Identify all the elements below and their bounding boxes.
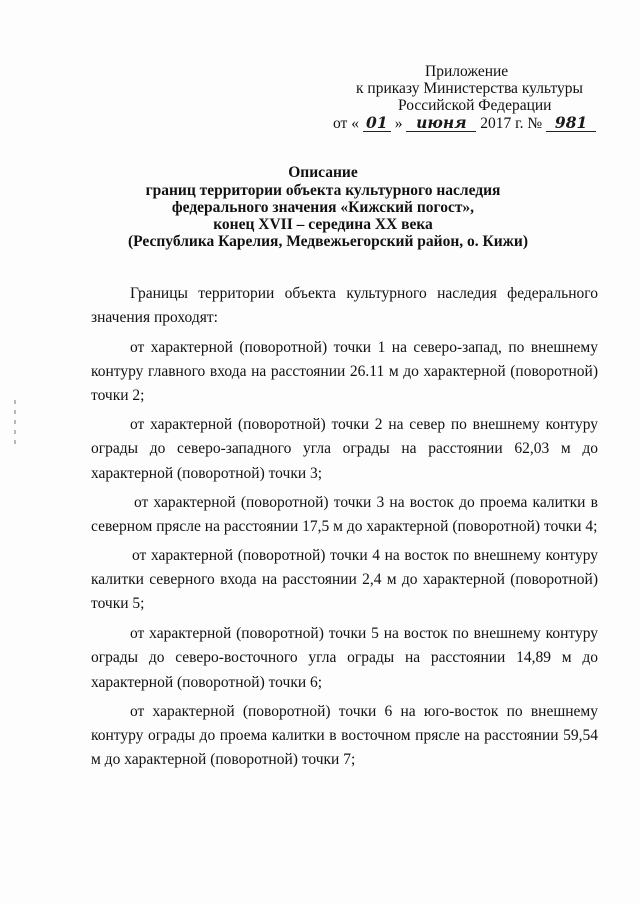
paragraph-2-line-3: точки 2; (91, 387, 145, 404)
paragraph-2-line-1: от характерной (поворотной) точки 1 на северо-запад, по внешнему (130, 339, 598, 356)
paragraph-5-line-2: калитки северного входа на расстоянии 2,4 м до характерной (поворотной) (91, 571, 598, 588)
title-line-5: (Республика Карелия, Медвежьегорский район, о. Кижи) (127, 233, 529, 250)
appendix-label: Приложение (425, 63, 509, 80)
paragraph-6-line-1: от характерной (поворотной) точки 5 на восток по внешнему контуру (130, 625, 598, 642)
order-reference: к приказу Министерства культуры (356, 80, 583, 97)
paragraph-6-line-2: ограды до северо-восточного угла ограды на расстоянии 14,89 м до (91, 649, 598, 666)
handwritten-month: июня (406, 114, 476, 132)
scan-artifact-marks (14, 400, 17, 460)
paragraph-3-line-2: ограды до северо-западного угла ограды на расстоянии 62,03 м до (91, 440, 598, 457)
paragraph-2-line-2: контуру главного входа на расстоянии 26.11 м до характерной (поворотной) (91, 363, 598, 380)
title-line-4: конец XVII – середина XX века (213, 216, 433, 233)
paragraph-7-line-2: контуру ограды до проема калитки в восточном прясле на расстоянии 59,54 (91, 727, 598, 744)
paragraph-1-line-1: Границы территории объекта культурного наследия федерального (130, 285, 598, 302)
title-line-3: федерального значения «Кижский погост», (171, 199, 475, 216)
order-date-line (333, 114, 596, 132)
paragraph-3-line-1: от характерной (поворотной) точки 2 на север по внешнему контуру (130, 416, 598, 433)
handwritten-order-number: 981 (546, 114, 596, 132)
date-mid: » (394, 115, 403, 132)
paragraph-4-line-2: северном прясле на расстоянии 17,5 м до характерной (поворотной) точки 4; (91, 518, 598, 535)
federation-label: Российской Федерации (398, 97, 552, 114)
paragraph-1-line-2: значения проходят: (91, 309, 218, 326)
paragraph-6-line-3: характерной (поворотной) точки 6; (91, 674, 323, 691)
paragraph-5-line-3: точки 5; (91, 595, 145, 612)
document-title: Описание (288, 164, 358, 181)
paragraph-7-line-3: м до характерной (поворотной) точки 7; (91, 751, 356, 768)
handwritten-day: 01 (363, 114, 391, 132)
paragraph-7-line-1: от характерной (поворотной) точки 6 на юго-восток по внешнему (130, 703, 598, 720)
date-prefix: от « (333, 115, 359, 132)
year-number-label: 2017 г. № (480, 115, 543, 132)
paragraph-3-line-3: характерной (поворотной) точки 3; (91, 465, 323, 482)
paragraph-4-line-1: от характерной (поворотной) точки 3 на восток до проема калитки в (134, 494, 598, 511)
title-line-2: границ территории объекта культурного наследия (145, 182, 501, 199)
paragraph-5-line-1: от характерной (поворотной) точки 4 на восток по внешнему контуру (132, 547, 598, 564)
